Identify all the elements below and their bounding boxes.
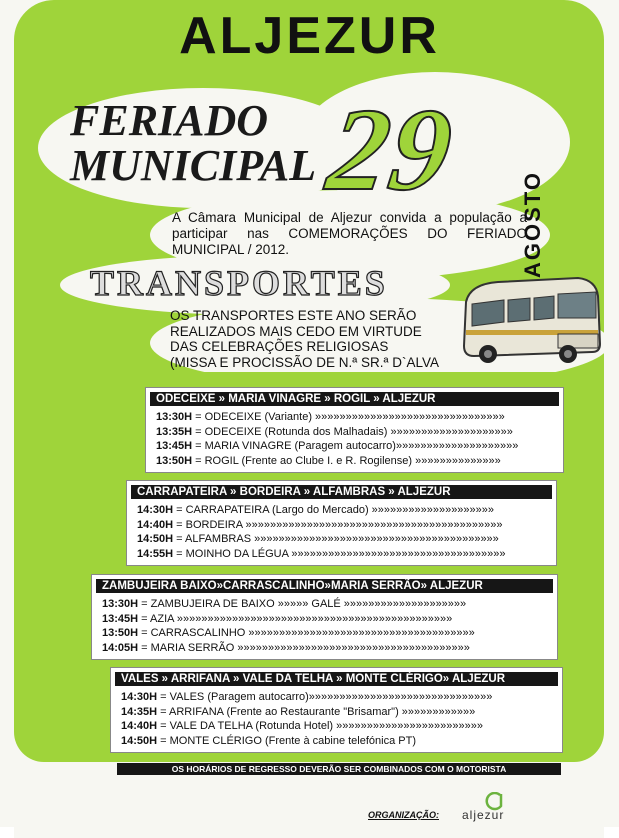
schedule-stop: = ODECEIXE (Variante) »»»»»»»»»»»»»»»»»»»»»»»»»»»»»»» — [192, 411, 505, 423]
route-header: VALES » ARRIFANA » VALE DA TELHA » MONTE CLÉRIGO» ALJEZUR — [115, 672, 558, 686]
schedule-time: 14:40H — [121, 720, 158, 732]
schedule-stop: = ROGIL (Frente ao Clube I. e R. Rogilense) »»»»»»»»»»»»»» — [192, 454, 501, 467]
schedule-stop: = BORDEIRA »»»»»»»»»»»»»»»»»»»»»»»»»»»»»»»»»»»»»»»»»» — [173, 518, 503, 531]
schedule-time: 13:50H — [156, 454, 193, 467]
schedule-row — [102, 597, 553, 612]
schedule-stop: = CARRAPATEIRA (Largo do Mercado) »»»»»»»»»»»»»»»»»»»» — [173, 504, 495, 516]
notice-line: DAS CELEBRAÇÕES RELIGIOSAS — [170, 339, 389, 354]
schedule-row — [121, 690, 558, 705]
schedule-time: 14:30H — [121, 691, 158, 703]
organization-label: ORGANIZAÇÃO: — [368, 810, 439, 820]
schedule-stop: = AZIA »»»»»»»»»»»»»»»»»»»»»»»»»»»»»»»»»»»»»»»»»»»»» — [138, 612, 453, 625]
schedule-row — [137, 547, 552, 562]
schedule-time: 14:55H — [137, 547, 174, 560]
route-header: ZAMBUJEIRA BAIXO»CARRASCALINHO»MARIA SERRÃO» ALJEZUR — [96, 579, 553, 593]
schedule-stop: = VALE DA TELHA (Rotunda Hotel) »»»»»»»»»»»»»»»»»»»»»»»» — [157, 720, 483, 732]
schedule-time: 13:30H — [156, 411, 193, 423]
route-box-4 — [110, 667, 563, 753]
schedule-row — [121, 705, 558, 720]
intro-text: A Câmara Municipal de Aljezur convida a população a participar nas COMEMORAÇÕES DO FERIADO MUNICIPAL / 2012. — [172, 210, 527, 257]
schedule-time: 14:50H — [137, 533, 174, 545]
schedule-time: 14:35H — [121, 705, 158, 718]
route-rows — [121, 690, 558, 748]
schedule-time: 14:05H — [102, 641, 139, 654]
schedule-stop: = MOINHO DA LÉGUA »»»»»»»»»»»»»»»»»»»»»»»»»»»»»»»»»»» — [173, 547, 506, 560]
schedule-row — [102, 641, 553, 656]
day-number: 29 — [320, 84, 462, 215]
schedule-stop: = ZAMBUJEIRA DE BAIXO »»»»» GALÉ »»»»»»»»»»»»»»»»»»»» — [138, 598, 467, 610]
transportes-heading: TRANSPORTES — [90, 263, 388, 303]
schedule-stop: = MONTE CLÉRIGO (Frente à cabine telefónica PT) — [157, 734, 416, 747]
schedule-row — [156, 454, 559, 469]
page-title: ALJEZUR — [179, 7, 440, 65]
schedule-stop: = MARIA SERRÃO »»»»»»»»»»»»»»»»»»»»»»»»»»»»»»»»»»»»»» — [138, 641, 470, 654]
schedule-time: 13:35H — [156, 425, 193, 438]
schedule-row — [137, 532, 552, 547]
return-times-notice: OS HORÁRIOS DE REGRESSO DEVERÃO SER COMBINADOS COM O MOTORISTA — [117, 763, 561, 775]
schedule-stop: = ARRIFANA (Frente ao Restaurante "Brisamar") »»»»»»»»»»»» — [157, 705, 476, 718]
schedule-row — [121, 719, 558, 734]
notice-line: OS TRANSPORTES ESTE ANO SERÃO — [170, 308, 417, 323]
schedule-stop: = ALFAMBRAS »»»»»»»»»»»»»»»»»»»»»»»»»»»»»»»»»»»»»»»» — [173, 533, 499, 545]
month-text: AGOSTO — [520, 171, 545, 278]
schedule-time: 14:50H — [121, 734, 158, 747]
bus-icon — [458, 274, 604, 366]
schedule-stop: = MARIA VINAGRE (Paragem autocarro)»»»»»»»»»»»»»»»»»»»» — [192, 440, 519, 452]
notice-text — [170, 308, 439, 370]
schedule-time: 14:30H — [137, 504, 174, 516]
schedule-row — [137, 518, 552, 533]
schedule-time: 13:45H — [102, 612, 139, 625]
schedule-stop: = ODECEIXE (Rotunda dos Malhadais) »»»»»»»»»»»»»»»»»»»» — [192, 425, 513, 438]
route-box-1 — [145, 387, 564, 473]
schedule-time: 14:40H — [137, 518, 174, 531]
bottom-strip — [14, 778, 604, 838]
route-header: CARRAPATEIRA » BORDEIRA » ALFAMBRAS » ALJEZUR — [131, 485, 552, 499]
schedule-time: 13:45H — [156, 440, 193, 452]
heading-line1: FERIADO — [70, 96, 269, 145]
schedule-row — [102, 612, 553, 627]
schedule-time: 13:50H — [102, 627, 139, 639]
schedule-row — [102, 626, 553, 641]
route-rows — [102, 597, 553, 655]
route-box-3 — [91, 574, 558, 660]
route-box-2 — [126, 480, 557, 566]
route-header: ODECEIXE » MARIA VINAGRE » ROGIL » ALJEZUR — [150, 392, 559, 406]
schedule-row — [121, 734, 558, 749]
schedule-stop: = VALES (Paragem autocarro)»»»»»»»»»»»»»»»»»»»»»»»»»»»»»» — [157, 691, 493, 703]
schedule-row — [156, 410, 559, 425]
schedule-row — [156, 439, 559, 454]
logo-text: aljezur — [462, 808, 505, 822]
schedule-stop: = CARRASCALINHO »»»»»»»»»»»»»»»»»»»»»»»»»»»»»»»»»»»»» — [138, 627, 475, 639]
notice-line: (MISSA E PROCISSÃO DE N.ª SR.ª D`ALVA — [170, 354, 440, 370]
notice-line: REALIZADOS MAIS CEDO EM VIRTUDE — [170, 323, 422, 339]
route-rows — [156, 410, 559, 468]
heading-line2: MUNICIPAL — [70, 141, 317, 190]
schedule-row — [156, 425, 559, 440]
route-rows — [137, 503, 552, 561]
schedule-row — [137, 503, 552, 518]
schedule-time: 13:30H — [102, 598, 139, 610]
